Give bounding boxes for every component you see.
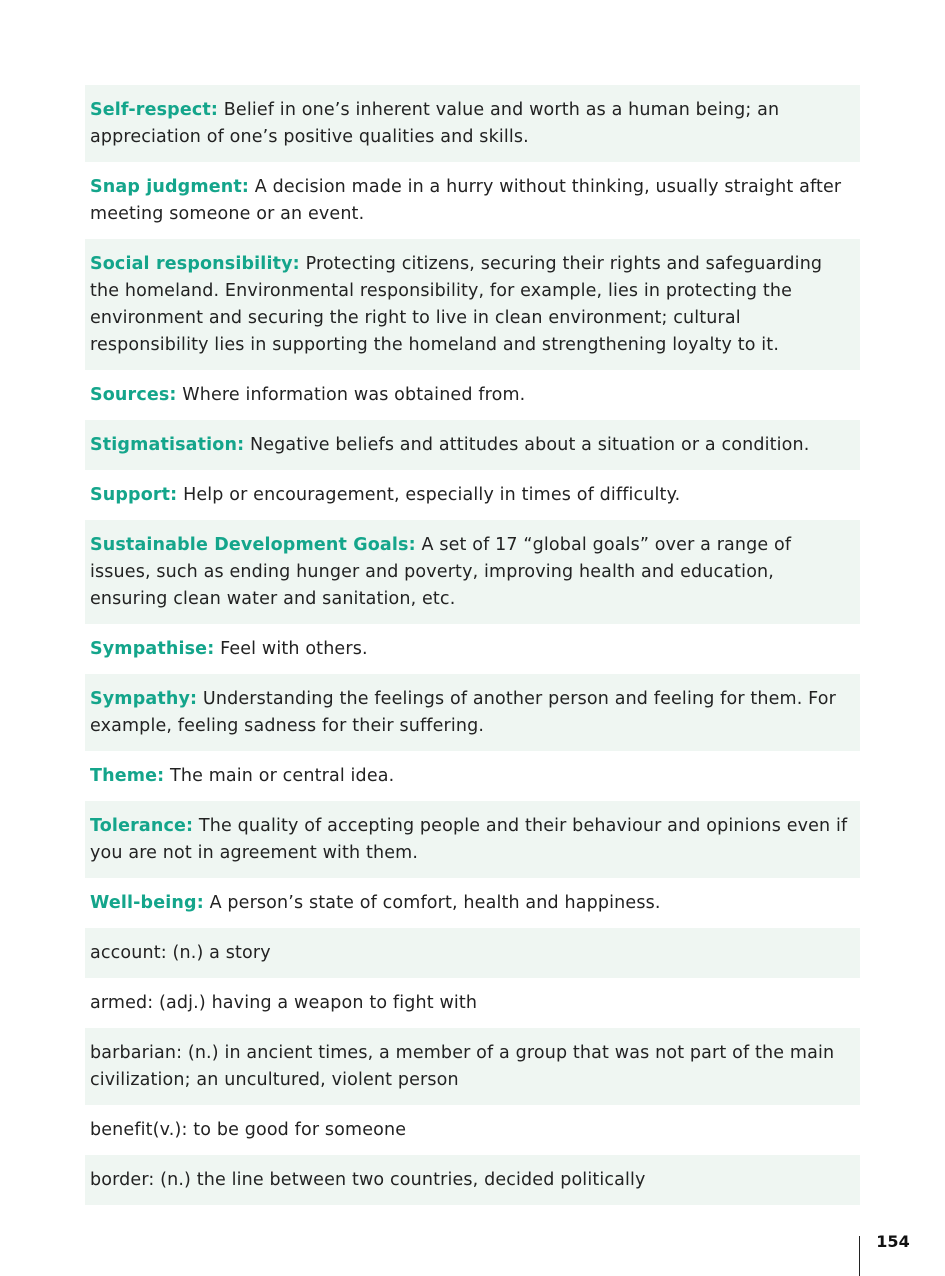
glossary-definition: A set of 17 “global goals” over a range of issues, such as ending hunger and poverty, improving health and education, ensuring clean water and sanitation, etc. — [90, 535, 792, 609]
glossary-term: Theme: — [90, 766, 165, 786]
glossary-entry-tolerance — [85, 801, 860, 878]
glossary-term: Sympathise: — [90, 639, 215, 659]
glossary-entry-sympathise — [85, 624, 860, 674]
glossary-definition: Belief in one’s inherent value and worth as a human being; an appreciation of one’s positive qualities and skills. — [90, 100, 780, 147]
glossary-term: Support: — [90, 485, 178, 505]
glossary-definition: A decision made in a hurry without thinking, usually straight after meeting someone or an event. — [90, 177, 842, 224]
glossary-term: Well-being: — [90, 893, 204, 913]
vocabulary-text: armed: (adj.) having a weapon to fight with — [90, 993, 478, 1013]
vocabulary-entry-benefit — [85, 1105, 860, 1155]
vocabulary-text: account: (n.) a story — [90, 943, 271, 963]
vocabulary-text: benefit(v.): to be good for someone — [90, 1120, 407, 1140]
glossary-entry-snap-judgment — [85, 162, 860, 239]
glossary-term: Self-respect: — [90, 100, 219, 120]
vocabulary-text: border: (n.) the line between two countries, decided politically — [90, 1170, 646, 1190]
glossary-entry-sympathy — [85, 674, 860, 751]
page-number-divider — [859, 1236, 860, 1276]
vocabulary-entry-armed — [85, 978, 860, 1028]
glossary-entry-support — [85, 470, 860, 520]
vocabulary-entry-barbarian — [85, 1028, 860, 1105]
glossary-term: Snap judgment: — [90, 177, 250, 197]
page-number: 154 — [876, 1232, 910, 1251]
glossary-entry-well-being — [85, 878, 860, 928]
glossary-definition: Understanding the feelings of another person and feeling for them. For example, feeling sadness for their suffering. — [90, 689, 836, 736]
glossary-entry-social-responsibility — [85, 239, 860, 370]
glossary-definition: The main or central idea. — [170, 766, 395, 786]
glossary-entry-sustainable-development-goals — [85, 520, 860, 624]
glossary-entry-theme — [85, 751, 860, 801]
glossary-term: Sources: — [90, 385, 177, 405]
glossary-entry-sources — [85, 370, 860, 420]
glossary-entry-self-respect — [85, 85, 860, 162]
vocabulary-text: barbarian: (n.) in ancient times, a member of a group that was not part of the main civilization; an uncultured, violent person — [90, 1043, 835, 1090]
glossary-term: Sustainable Development Goals: — [90, 535, 416, 555]
glossary-term: Social responsibility: — [90, 254, 300, 274]
glossary-definition: A person’s state of comfort, health and happiness. — [209, 893, 661, 913]
glossary-definition: Feel with others. — [220, 639, 368, 659]
vocabulary-entry-border — [85, 1155, 860, 1205]
glossary-entry-stigmatisation — [85, 420, 860, 470]
glossary-term: Tolerance: — [90, 816, 194, 836]
glossary-term: Stigmatisation: — [90, 435, 245, 455]
glossary-definition: Help or encouragement, especially in times of difficulty. — [183, 485, 681, 505]
glossary-definition: Where information was obtained from. — [182, 385, 526, 405]
glossary-definition: Protecting citizens, securing their rights and safeguarding the homeland. Environmental responsibility, for example, lies in protecting the environment and securing the right to live in clean environment; cultural responsibility lies in supporting the homeland and strengthening loyalty to it. — [90, 254, 823, 355]
glossary-definition: Negative beliefs and attitudes about a situation or a condition. — [249, 435, 810, 455]
glossary-list — [85, 85, 860, 1205]
glossary-term: Sympathy: — [90, 689, 198, 709]
vocabulary-entry-account — [85, 928, 860, 978]
glossary-definition: The quality of accepting people and their behaviour and opinions even if you are not in agreement with them. — [90, 816, 848, 863]
